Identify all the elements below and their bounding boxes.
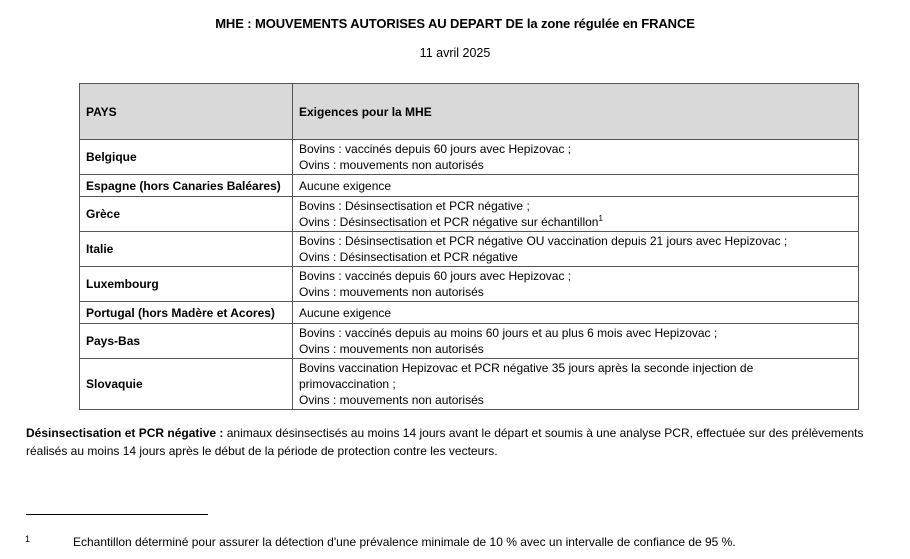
footnote-text: Echantillon déterminé pour assurer la détection d'une prévalence minimale de 10 % avec un intervalle de confiance de 95 %.	[73, 535, 736, 549]
requirement-line	[299, 233, 852, 249]
requirement-line	[299, 249, 852, 265]
document-date: 11 avril 2025	[419, 46, 491, 60]
requirement-line	[299, 376, 852, 392]
requirements-cell	[293, 302, 859, 324]
requirement-line	[299, 341, 852, 357]
country-cell: Espagne (hors Canaries Baléares)	[80, 175, 293, 197]
requirement-text: Bovins : vaccinés depuis 60 jours avec Hepizovac ;	[299, 269, 572, 283]
definition-note	[26, 424, 896, 460]
requirements-cell	[293, 232, 859, 267]
requirement-text: Bovins : vaccinés depuis 60 jours avec Hepizovac ;	[299, 142, 572, 156]
note-text: animaux désinsectisés au moins 14 jours avant le départ et soumis à une analyse PCR, effectuée sur des prélèvements réalisés au moins 14 jours après le début de la période de protection contre les vecteurs.	[26, 426, 864, 458]
table-header-row	[80, 84, 859, 140]
requirement-text: primovaccination ;	[299, 377, 396, 391]
requirement-line	[299, 325, 852, 341]
requirement-text: Bovins : Désinsectisation et PCR négative OU vaccination depuis 21 jours avec Hepizovac ;	[299, 234, 788, 248]
footnote-separator	[26, 514, 208, 515]
country-cell: Grèce	[80, 197, 293, 232]
requirements-cell	[293, 324, 859, 359]
country-cell: Luxembourg	[80, 267, 293, 302]
table-row	[80, 140, 859, 175]
requirement-line	[299, 392, 852, 408]
requirement-text: Ovins : Désinsectisation et PCR négative sur échantillon	[299, 215, 599, 229]
requirement-line	[299, 178, 852, 194]
table-row	[80, 232, 859, 267]
requirements-cell	[293, 140, 859, 175]
requirement-line	[299, 198, 852, 214]
table-row	[80, 175, 859, 197]
requirement-line	[299, 360, 852, 376]
table-row	[80, 302, 859, 324]
footnote-number: 1	[25, 534, 31, 544]
country-cell: Pays-Bas	[80, 324, 293, 359]
requirement-text: Ovins : mouvements non autorisés	[299, 393, 484, 407]
table-body	[80, 140, 859, 410]
table-row	[80, 197, 859, 232]
header-country: PAYS	[80, 84, 293, 140]
requirement-text: Bovins : vaccinés depuis au moins 60 jours et au plus 6 mois avec Hepizovac ;	[299, 326, 718, 340]
table-row	[80, 324, 859, 359]
requirement-text: Ovins : mouvements non autorisés	[299, 285, 484, 299]
note-term: Désinsectisation et PCR négative :	[26, 426, 224, 440]
country-cell: Slovaquie	[80, 359, 293, 410]
requirement-text: Bovins : Désinsectisation et PCR négative ;	[299, 199, 530, 213]
requirements-cell	[293, 197, 859, 232]
header-requirements: Exigences pour la MHE	[293, 84, 859, 140]
requirement-line	[299, 305, 852, 321]
footnote-reference: 1	[598, 214, 603, 223]
requirement-line	[299, 214, 852, 230]
requirement-text: Aucune exigence	[299, 178, 392, 193]
requirements-table	[79, 83, 859, 410]
requirement-line	[299, 268, 852, 284]
requirement-line	[299, 284, 852, 300]
requirement-text: Ovins : mouvements non autorisés	[299, 158, 484, 172]
table-row	[80, 267, 859, 302]
requirement-line	[299, 141, 852, 157]
country-cell: Portugal (hors Madère et Acores)	[80, 302, 293, 324]
table-row	[80, 359, 859, 410]
requirement-line	[299, 157, 852, 173]
requirements-cell	[293, 267, 859, 302]
requirement-text: Ovins : mouvements non autorisés	[299, 342, 484, 356]
requirement-text: Ovins : Désinsectisation et PCR négative	[299, 250, 518, 264]
requirements-cell	[293, 359, 859, 410]
country-cell: Italie	[80, 232, 293, 267]
requirement-text: Bovins vaccination Hepizovac et PCR négative 35 jours après la seconde injection de	[299, 361, 754, 375]
country-cell: Belgique	[80, 140, 293, 175]
document-title: MHE : MOUVEMENTS AUTORISES AU DEPART DE la zone régulée en FRANCE	[215, 16, 695, 31]
requirement-text: Aucune exigence	[299, 305, 392, 320]
requirements-cell	[293, 175, 859, 197]
